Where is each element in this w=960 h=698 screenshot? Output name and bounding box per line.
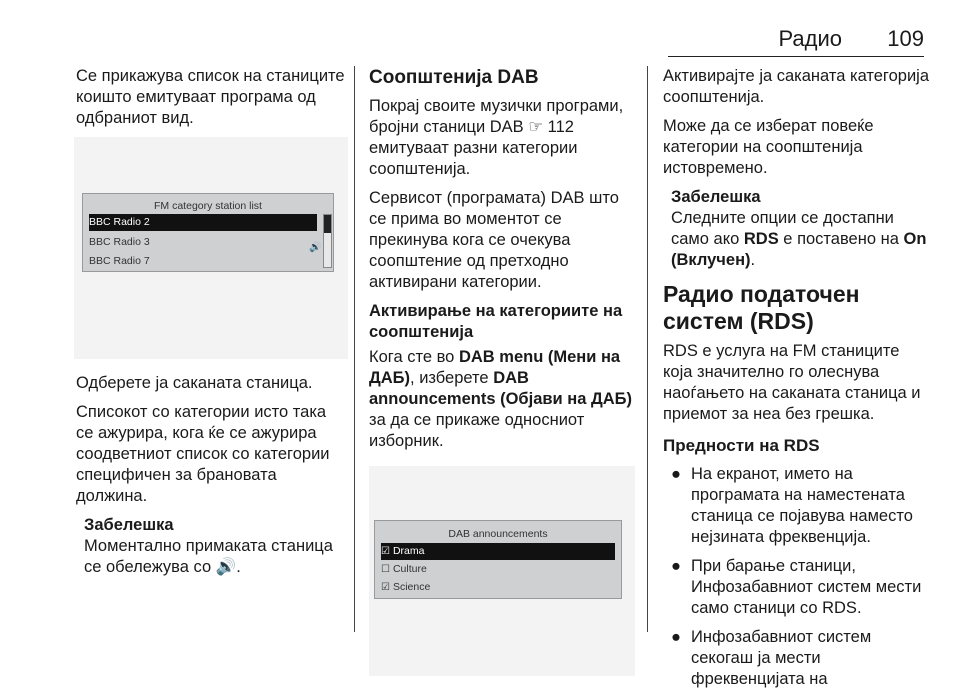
dab-announcements-heading: Соопштенија DAB <box>369 67 539 88</box>
column-divider-2 <box>647 66 648 632</box>
page-header <box>0 0 960 58</box>
note-box <box>76 515 348 578</box>
dab-intro-paragraph: Покрај своите музички програми, бројни станици DAB ☞ 112 емитуваат разни категории соопштенија. <box>369 97 624 178</box>
fm-category-screen <box>82 193 334 272</box>
dab-category-row[interactable]: ☑ Drama <box>381 543 615 560</box>
note-text: Следните опции се достапни само ако RDS е поставено на On (Вклучен). <box>671 209 927 269</box>
rds-note-box <box>663 187 931 271</box>
list-item: ● При барање станици, Инфозабавниот систем мести само станици со RDS. <box>671 557 922 617</box>
column-1 <box>76 66 348 586</box>
rds-description: RDS е услуга на FM станиците која значително го олеснува наоѓањето на саканата станица и приемот за неа без грешка. <box>663 342 921 423</box>
dab-announcements-screen <box>374 520 622 599</box>
list-item: ● На екранот, името на програмата на наместената станица се појавува наместо нејзината фреквенција. <box>671 465 913 546</box>
activate-paragraph: Кога сте во DAB menu (Мени на ДАБ), изберете DAB announcements (Објави на ДАБ) за да се прикаже односниот изборник. <box>369 348 633 450</box>
rds-advantages-list <box>663 464 931 690</box>
fm-screen-photo <box>74 137 348 359</box>
dab-screen-photo <box>369 466 635 676</box>
activate-category-text: Активирајте ја саканата категорија соопштенија. <box>663 67 929 106</box>
intro-paragraph: Се прикажува список на станиците коишто емитуваат програма од одбраниот вид. <box>76 67 345 127</box>
checkbox-unchecked-icon[interactable]: ☐ <box>381 564 390 575</box>
fm-station-row[interactable]: BBC Radio 3 <box>89 236 150 248</box>
fm-station-row[interactable]: BBC Radio 7 <box>89 255 150 267</box>
list-update-text: Списокот со категории исто така се ажурира, кога ќе се ажурира соодветниот список со категории специфичен за брановата должина. <box>76 403 330 505</box>
page-number: 109 <box>887 26 924 51</box>
column-divider-1 <box>354 66 355 632</box>
list-item: ● Инфозабавниот систем секогаш ја мести фреквенцијата на <box>671 628 872 688</box>
dab-screen-title: DAB announcements <box>448 528 548 540</box>
note-title: Забелешка <box>671 188 761 206</box>
activate-categories-heading: Активирање на категориите на соопштенија <box>369 302 623 341</box>
dab-service-paragraph: Сервисот (програмата) DAB што се прима во моментот се прекинува кога се очекува соопштение од претходно активирани категории. <box>369 189 619 291</box>
multiple-categories-text: Може да се изберат повеќе категории на соопштенија истовремено. <box>663 117 874 177</box>
speaker-icon: 🔊 <box>309 242 322 253</box>
fm-scrollbar[interactable] <box>323 214 332 268</box>
note-text: Моментално примаката станица се обележува со 🔊. <box>84 537 333 576</box>
column-2 <box>369 66 635 690</box>
dab-category-row[interactable]: ☐ Culture <box>381 563 427 575</box>
checkbox-checked-icon[interactable]: ☑ <box>381 582 390 593</box>
section-title: Радио <box>778 26 842 51</box>
select-station-text: Одберете ја саканата станица. <box>76 374 313 392</box>
rds-advantages-heading: Предности на RDS <box>663 436 820 455</box>
fm-screen-title: FM category station list <box>154 200 262 212</box>
fm-station-row[interactable]: BBC Radio 2 <box>89 214 317 231</box>
checkbox-checked-icon[interactable]: ☑ <box>381 546 390 557</box>
rds-heading: Радио податочен систем (RDS) <box>663 281 860 334</box>
dab-category-row[interactable]: ☑ Science <box>381 581 431 593</box>
fm-scroll-thumb[interactable] <box>324 215 331 233</box>
note-title: Забелешка <box>84 516 174 534</box>
header-rule <box>668 56 924 57</box>
column-3 <box>663 66 931 698</box>
